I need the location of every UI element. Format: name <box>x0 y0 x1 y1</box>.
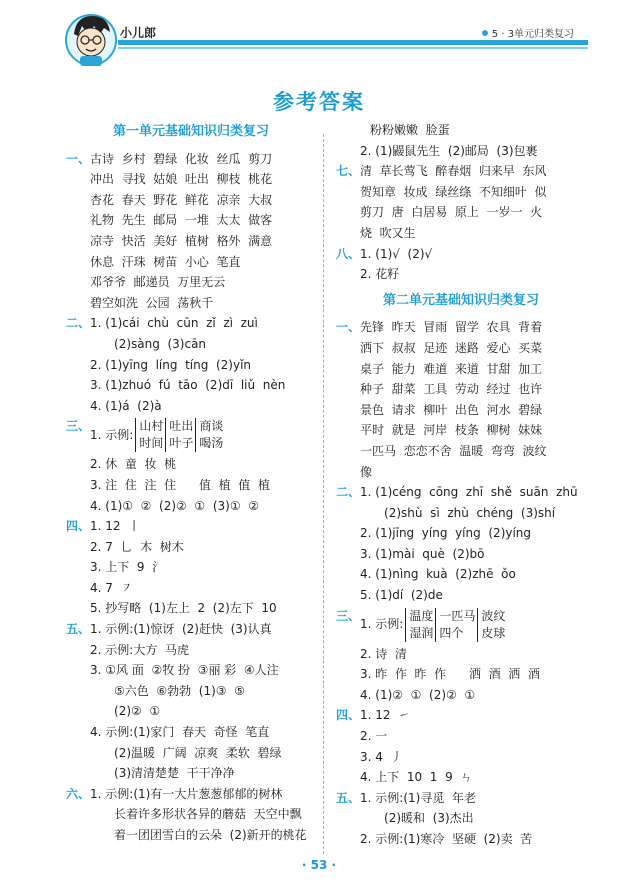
bracket-column <box>477 608 505 642</box>
answer-line: 礼物 先生 邮局 一堆 太太 做客 <box>90 213 273 228</box>
dot-icon <box>482 30 488 36</box>
answer-line: 像 <box>360 464 373 479</box>
brand-name: 小儿郎 <box>120 26 157 40</box>
answer-line: 1. (1)céng cōng zhī shě suān zhū <box>360 485 578 500</box>
answer-line: 邓爷爷 邮递员 万里无云 <box>90 275 226 290</box>
answer-line: 1. 示例:(1)惊讶 (2)赶快 (3)认真 <box>90 622 272 637</box>
answer-line: 5. (1)dí (2)de <box>360 588 443 603</box>
bracket-word: 商谈 <box>199 419 224 434</box>
answer-line: 一匹马 恋恋不舍 温暖 弯弯 波纹 <box>360 443 547 458</box>
bracket-example <box>90 418 316 452</box>
answer-line: 4. 示例:(1)家门 春天 奇怪 笔直 <box>90 725 270 740</box>
answer-line: 1. 12 丨 <box>90 519 141 534</box>
answer-line: (3)清清楚楚 干干净净 <box>114 766 235 781</box>
series-text: 5 · 3单元归类复习 <box>491 29 574 40</box>
answer-line: 清 草长莺飞 醉春烟 归来早 东风 <box>360 164 547 179</box>
answer-line: 1. 示例:(1)寻觅 年老 <box>360 790 476 805</box>
page-number: · 53 · <box>301 858 337 872</box>
answer-block-7 <box>336 161 586 243</box>
answer-line: 5. 抄写略 (1)左上 2 (2)左下 10 <box>90 601 277 616</box>
question-number: 三、 <box>336 608 361 623</box>
answer-line: 先锋 昨天 冒雨 留学 农具 背着 <box>360 320 543 335</box>
bracket-column <box>435 608 475 642</box>
answer-line: (2)sàng (3)cān <box>114 336 207 351</box>
answer-line: 杏花 春天 野花 鲜花 凉亲 大叔 <box>90 192 273 207</box>
answer-line: 1. 12 ㇀ <box>360 708 411 723</box>
answer-line: 桌子 能力 难道 来道 甘甜 加工 <box>360 361 543 376</box>
question-number: 二、 <box>336 485 361 500</box>
answer-line: (2)温暖 广阔 凉爽 柔软 碧绿 <box>114 745 282 760</box>
question-number: 一、 <box>336 320 361 335</box>
bracket-word: 皮球 <box>481 625 506 640</box>
answer-line: 3. (1)zhuó fú tāo (2)dī liǔ nèn <box>90 378 286 393</box>
bracket-word: 吐出 <box>169 419 194 434</box>
section-title-unit1: 第一单元基础知识归类复习 <box>112 124 269 139</box>
question-number: 三、 <box>66 419 91 434</box>
answer-line: 冲出 寻找 姑娘 吐出 柳枝 桃花 <box>90 172 273 187</box>
answer-line: 2. 7 乚 木 树木 <box>90 539 184 554</box>
answer-line: (2)shù sì zhù chéng (3)shí <box>384 505 556 520</box>
answer-line: 3. 注 住 注 住 值 植 值 植 <box>90 477 270 492</box>
question-number: 五、 <box>66 622 91 637</box>
question-number: 七、 <box>336 164 361 179</box>
example-label: 1. 示例: <box>90 428 134 443</box>
bracket-word: 一匹马 <box>439 608 476 623</box>
section-title-unit2: 第二单元基础知识归类复习 <box>382 292 539 308</box>
answer-line: 2. (1)yīng líng tíng (2)yǐn <box>90 357 252 372</box>
example-label: 1. 示例: <box>360 617 404 632</box>
answer-line: 古诗 乡村 碧绿 化妆 丝瓜 剪刀 <box>90 151 273 166</box>
answer-line: 种子 甜菜 工具 劳动 经过 也许 <box>360 382 543 397</box>
answer-block-1 <box>66 149 316 314</box>
answer-line: 1. (1)cái chù cūn zǐ zì zuì <box>90 316 258 331</box>
answer-line: ⑤六色 ⑥勃勃 (1)③ ⑤ <box>114 683 245 698</box>
answer-line: 景色 请求 柳叶 出色 河水 碧绿 <box>360 402 543 417</box>
bracket-word: 温度 <box>409 608 434 623</box>
bracket-column <box>405 608 433 642</box>
bracket-example <box>360 608 586 642</box>
answer-line: 1. (1)√ (2)√ <box>360 246 433 261</box>
unit2-answer-block-4 <box>336 705 586 787</box>
question-number: 四、 <box>66 519 91 534</box>
header-bar-light <box>118 47 588 49</box>
answer-line: 烧 吹又生 <box>360 225 416 240</box>
answer-line: 2. 花籽 <box>360 267 400 282</box>
unit2-answer-block-3 <box>336 606 586 706</box>
answer-line: 2. 诗 清 <box>360 646 407 661</box>
answer-block-continued <box>336 120 586 161</box>
answer-line: 4. (1)á (2)à <box>90 398 162 413</box>
bracket-word: 时间 <box>139 436 164 451</box>
question-number: 二、 <box>66 316 91 331</box>
bracket-word: 湿润 <box>409 625 434 640</box>
bracket-word: 喝汤 <box>199 436 224 451</box>
bracket-word: 山村 <box>139 419 164 434</box>
answer-line: 4. 上下 10 1 9 ㄣ <box>360 770 473 785</box>
answer-line: 剪刀 唐 白居易 原上 一岁一 火 <box>360 205 543 220</box>
question-number: 五、 <box>336 790 361 805</box>
answer-block-3 <box>66 416 316 516</box>
bracket-word: 叶子 <box>169 436 194 451</box>
question-number: 八、 <box>336 246 361 261</box>
answer-block-4 <box>66 516 316 619</box>
answer-line: 贺知章 妆成 绿丝绦 不知细叶 似 <box>360 184 547 199</box>
answer-block-2 <box>66 313 316 416</box>
answer-block-6 <box>66 784 316 846</box>
answer-line: 洒下 叔叔 足迹 迷路 爱心 买菜 <box>360 340 543 355</box>
unit2-answer-block-5 <box>336 788 586 850</box>
answer-line: 4. (1)nìng kuà (2)zhē ǒo <box>360 567 516 582</box>
answer-line: 3. (1)mài què (2)bō <box>360 546 485 561</box>
answer-line: (2)② ① <box>114 704 161 719</box>
answer-line: 1. 示例:(1)有一大片葱葱郁郁的树林 <box>90 786 283 801</box>
answer-line: 长着许多形状各异的蘑菇 天空中飘 <box>114 807 302 822</box>
bracket-column <box>135 418 163 452</box>
answer-line: 凉寺 快活 美好 植树 格外 满意 <box>90 233 273 248</box>
answer-line: 4. (1)② ① (2)② ① <box>360 687 476 702</box>
unit2-answer-block-1 <box>336 317 586 482</box>
answer-line: 4. 7 ㇇ <box>90 580 133 595</box>
answer-line: 着一团团雪白的云朵 (2)新开的桃花 <box>114 828 307 842</box>
answer-line: 2. (1)jīng yíng yíng (2)yíng <box>360 526 532 541</box>
answer-line: 2. 一 <box>360 729 388 744</box>
bracket-word: 四个 <box>439 625 464 640</box>
answer-line: (2)暖和 (3)杰出 <box>384 811 474 826</box>
left-column <box>66 120 316 846</box>
answer-line: 2. 休 童 妆 桃 <box>90 457 177 472</box>
question-number: 六、 <box>66 786 91 801</box>
right-column <box>336 120 586 850</box>
answer-line: 4. (1)① ② (2)② ① (3)① ② <box>90 498 259 513</box>
answer-line: 3. 昨 作 昨 作 洒 酒 洒 酒 <box>360 667 540 682</box>
question-number: 四、 <box>336 708 361 723</box>
answer-line: 粉粉嫩嫩 脸蛋 <box>370 123 450 137</box>
series-label <box>482 25 574 40</box>
answer-line: 碧空如洗 公园 荡秋千 <box>90 295 214 310</box>
answer-block-8 <box>336 244 586 285</box>
answer-line: 2. 示例:大方 马虎 <box>90 642 189 657</box>
header-bar <box>118 40 588 45</box>
bracket-word: 波纹 <box>481 608 506 623</box>
boy-mascot-icon <box>64 10 118 70</box>
question-number: 一、 <box>66 151 91 166</box>
answer-line: 3. 上下 9 氵 <box>90 560 165 575</box>
unit2-answer-block-2 <box>336 482 586 606</box>
answer-line: 休息 汗珠 树苗 小心 笔直 <box>90 254 241 269</box>
answer-line: 3. 4 丿 <box>360 749 403 764</box>
answer-block-5 <box>66 619 316 784</box>
answer-line: 平时 就是 河岸 枝条 柳树 妹妹 <box>360 423 543 438</box>
bracket-column <box>195 418 223 452</box>
answer-line: 2. 示例:(1)寒冷 坚硬 (2)卖 苦 <box>360 832 533 846</box>
answer-line: 3. ①风 面 ②牧 扮 ③丽 彩 ④人注 <box>90 663 279 678</box>
page-header <box>0 0 638 90</box>
bracket-column <box>165 418 193 452</box>
page-title: 参考答案 <box>273 90 365 114</box>
answer-line: 2. (1)鼹鼠先生 (2)邮局 (3)包裹 <box>360 143 538 158</box>
column-divider <box>323 134 324 854</box>
